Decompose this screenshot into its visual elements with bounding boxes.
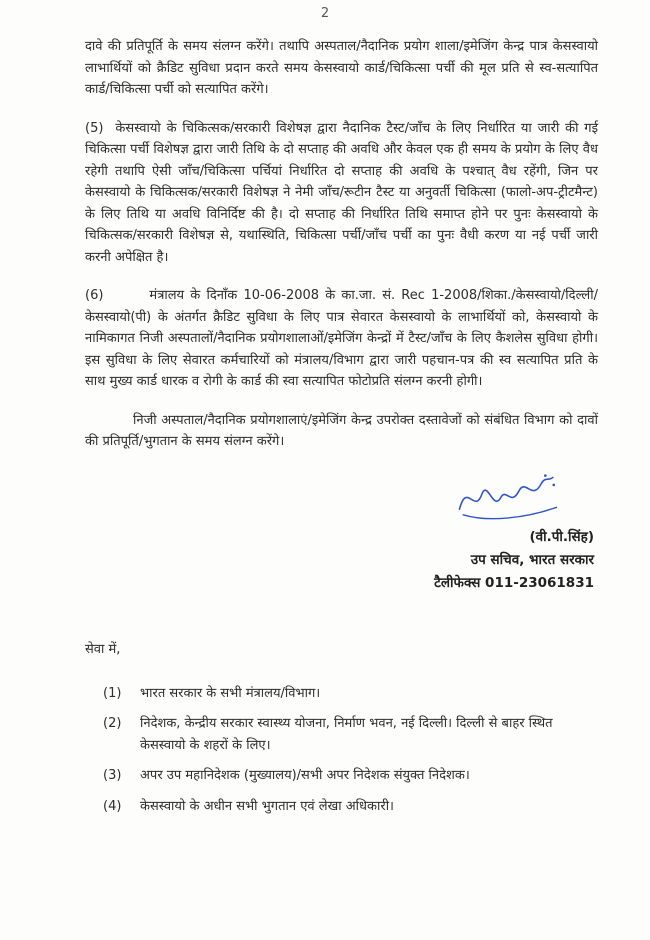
distribution-item-marker: (3) <box>103 768 122 783</box>
paragraph-5-text: केसस्वायो के चिकित्सक/सरकारी विशेषज्ञ द्वारा नैदानिक टैस्ट/जाँच के लिए निर्धारित या जारी की गई चिकित्सा पर्ची विशेषज्ञ द्वारा जारी तिथि के दो सप्ताह की अवधि और केवल एक ही समय के प्रयोग के लिए वैध रहेगी तथापि ऐसी जाँच/चिकित्सा पर्चियां निर्धारित दो सप्ताह की अवधि के पश्चात् वैध रहेंगी, जिन पर केसस्वायो के चिकित्सक/सरकारी विशेषज्ञ ने नेमी जाँच/रूटीन टैस्ट या अनुवर्ती चिकित्सा (फालो-अप-ट्रीटमैन्ट) के लिए तिथि या अवधि विनिर्दिष्ट की है। दो सप्ताह की निर्धारित तिथि समाप्त होने पर पुनः केसस्वायो के चिकित्सक/सरकारी विशेषज्ञ से, यथास्थिति, चिकित्सा पर्ची/जाँच पर्ची का पुनः वैधी करण या नई पर्ची जारी करनी अपेक्षित है। <box>85 120 598 265</box>
distribution-item-text: अपर उप महानिदेशक (मुख्यालय)/सभी अपर निदेशक संयुक्त निदेशक। <box>140 768 470 783</box>
handwritten-signature-icon <box>452 470 564 526</box>
distribution-item-text: निदेशक, केन्द्रीय सरकार स्वास्थ्य योजना, निर्माण भवन, नई दिल्ली। दिल्ली से बाहर स्थित केसस्वायो के शहरों के लिए। <box>140 716 553 753</box>
paragraph-closing <box>85 410 598 453</box>
signatory-telefax: टैलीफेक्स 011-23061831 <box>434 574 594 591</box>
distribution-list <box>103 683 598 818</box>
distribution-item-marker: (4) <box>103 798 122 814</box>
paragraph-6-text: मंत्रालय के दिनाँक 10-06-2008 के का.जा. सं. Rec 1-2008/शिका./केसस्वायो/दिल्ली/केसस्वायो(पी) के अंतर्गत क्रैडिट सुविधा के लिए पात्र सेवारत केसस्वायो के लाभार्थियों को, केसस्वायो के नामिकागत निजी अस्पतालों/नैदानिक प्रयोगशालाओं/इमेजिंग केन्द्रों में टैस्ट/जाँच के लिए कैशलेस सुविधा होगी। इस सुविधा के लिए सेवारत कर्मचारियों को मंत्रालय/विभाग द्वारा जारी पहचान-पत्र की स्व सत्यापित प्रति के साथ मुख्य कार्ड धारक व रोगी के कार्ड की स्वा सत्यापित फोटोप्रति संलग्न करनी होगी। <box>85 288 598 389</box>
distribution-item <box>103 713 573 756</box>
distribution-item <box>103 796 573 818</box>
paragraph-6 <box>85 285 598 393</box>
paragraph-continuation-text: दावे की प्रतिपूर्ति के समय संलग्न करेंगे। तथापि अस्पताल/नैदानिक प्रयोग शाला/इमेजिंग केन्द्र पात्र केसस्वायो लाभार्थियों को क्रैडिट सुविधा प्रदान करते समय केसस्वायो कार्ड/चिकित्सा पर्ची की मूल प्रति से स्व-सत्यापित कार्ड/चिकित्सा पर्ची को सत्यापित करेंगे। <box>85 39 598 97</box>
distribution-item-text: भारत सरकार के सभी मंत्रालय/विभाग। <box>140 685 321 701</box>
distribution-heading: सेवा में, <box>85 641 121 657</box>
paragraph-5-marker: (5) <box>85 120 104 136</box>
paragraph-6-marker: (6) <box>85 288 104 303</box>
document-body <box>85 36 598 453</box>
distribution-item <box>103 765 573 787</box>
paragraph-5 <box>85 118 598 269</box>
distribution-item-marker: (1) <box>103 685 122 701</box>
distribution-item-marker: (2) <box>103 716 122 731</box>
signature-block <box>85 470 598 595</box>
distribution-item-text: केसस्वायो के अधीन सभी भुगतान एवं लेखा अधिकारी। <box>140 798 394 814</box>
page-number: 2 <box>320 6 330 21</box>
paragraph-continuation <box>85 36 598 101</box>
distribution-item <box>103 683 573 705</box>
signatory-title: उप सचिव, भारत सरकार <box>470 551 594 568</box>
paragraph-closing-text: निजी अस्पताल/नैदानिक प्रयोगशालाएं/इमेजिंग केन्द्र उपरोक्त दस्तावेजों को संबंधित विभाग को दावों की प्रतिपूर्ति/भुगतान के समय संलग्न करेंगे। <box>85 412 598 449</box>
signatory-name: (वी.पी.सिंह) <box>529 528 594 545</box>
